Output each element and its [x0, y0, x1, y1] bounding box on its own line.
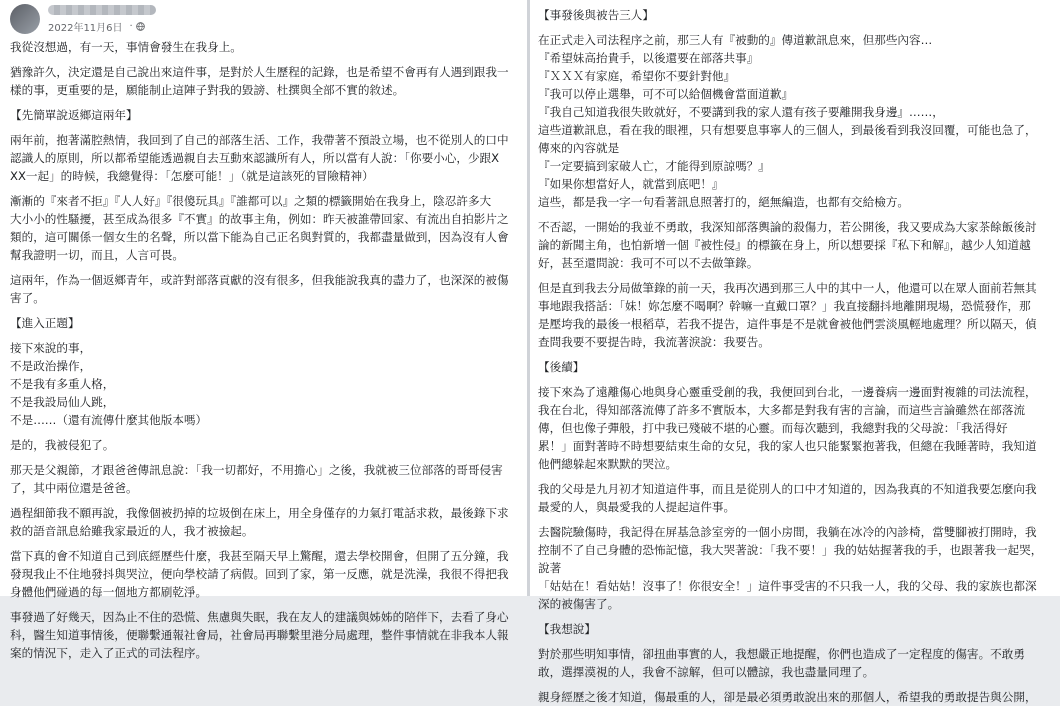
post-paragraph: 這兩年，作為一個返鄉青年，或許對部落貢獻的沒有很多，但我能說我真的盡力了，也深深的被傷 害了。: [10, 273, 509, 305]
author-name-blurred[interactable]: [48, 5, 156, 15]
separator-dot: ·: [129, 20, 133, 32]
section-heading: 【先簡單說返鄉這兩年】: [10, 108, 138, 122]
avatar[interactable]: [10, 4, 40, 34]
section-heading: 【事發後與被告三人】: [538, 8, 654, 22]
post-paragraph: 我從沒想過，有一天，事情會發生在我身上。: [10, 40, 242, 54]
post-paragraph: 過程細節我不願再說，我像個被扔掉的垃圾倒在床上，用全身僅存的力氣打電話求救，最後錄下求 救的語音訊息給雖我家最近的人，我才被撿起。: [10, 506, 509, 538]
post-meta-row: [48, 19, 156, 34]
post-body-right: [538, 6, 1052, 706]
post-paragraph: 是的，我被侵犯了。: [10, 438, 115, 452]
section-heading: 【進入正題】: [10, 316, 80, 330]
post-paragraph: 兩年前，抱著滿腔熱情，我回到了自己的部落生活、工作，我帶著不預設立場，也不從別人的口中 認識人的原則，所以都希望能透過親自去互動來認識所有人，所以當有人說：「你要小心，少跟X XX一起」的時候，我總覺得：「怎麼可能！」（就是這該死的冒險精神）: [10, 133, 509, 183]
post-paragraph: 接下來說的事， 不是政治操作， 不是我有多重人格， 不是我設局仙人跳， 不是……（還有流傳什麼其他版本嗎）: [10, 341, 208, 427]
post-paragraph: 漸漸的『來者不拒』『人人好』『很傻玩具』『誰都可以』之類的標籤開始在我身上，陰忍許多大 大小小的性騷擾，甚至成為很多『不實』的故事主角，例如：昨天被誰帶回家、有流出自拍影片之 類的，這可關係一個女生的名聲，所以當下能為自己正名與對質的，我都盡量做到，因為沒有人會 幫我證明一切，而且，人言可畏。: [10, 194, 509, 262]
post-paragraph: 接下來為了遠離傷心地與身心靈重受創的我，我便回到台北，一邊養病一邊面對複雜的司法流程， 我在台北，得知部落流傳了許多不實版本，大多都是對我有害的言論，而這些言論雖然在部落流 傳，但也像子彈般，打中我已殘破不堪的心靈。而每次聽到，我總對我的父母說：「我活得好 累！」面對著時不時想要結束生命的女兒，我的家人也只能緊緊抱著我，但總在我睡著時，我知道 他們總躲起來默默的哭泣。: [538, 385, 1037, 471]
post-paragraph: 在正式走入司法程序之前，那三人有『被動的』傳道歉訊息來，但那些內容… 『希望妹高抬貴手，以後還要在部落共事』 『ＸＸＸ有家庭，希望你不要針對他』 『我可以停止選舉，可不可以給個機會當面道歉』 『我自己知道我很失敗就好，不要講到我的家人還有孩子要離開我身邊』……， 這些道歉訊息，看在我的眼裡，只有想要息事寧人的三個人，到最後看到我沒回覆，可能也急了， 傳來的內容就是 『一定要搞到家破人亡，才能得到原諒嗎？』 『如果你想當好人，就當到底吧！』 這些，都是我一字一句看著訊息照著打的，絕無編造，也都有交給檢方。: [538, 33, 1037, 209]
post-paragraph: 猶豫許久，決定還是自己說出來這件事，是對於人生歷程的記錄，也是希望不會再有人遇到跟我一 樣的事，更重要的是，願能制止這陣子對我的毀謗、杜撰與全部不實的敘述。: [10, 65, 509, 97]
globe-icon: [136, 22, 145, 31]
section-heading: 【後續】: [538, 360, 585, 374]
post-paragraph: 事發過了好幾天，因為止不住的恐慌、焦慮與失眠，我在友人的建議與姊姊的陪伴下，去看了身心 科，醫生知道事情後，便聯繫通報社會局，社會局再聯繫里港分局處理，整件事情就在非我本人報 案的情況下，走入了正式的司法程序。: [10, 610, 509, 660]
post-body-left: [10, 38, 519, 662]
post-paragraph: 親身經歷之後才知道，傷最重的人，卻是最必須勇敢說出來的那個人，希望我的勇敢提告與公開，: [538, 690, 1037, 704]
post-panel-right: [530, 0, 1060, 704]
section-heading: 【我想說】: [538, 622, 596, 636]
post-paragraph: 那天是父親節，才跟爸爸傳訊息說：「我一切都好，不用擔心」之後，我就被三位部落的哥哥侵害 了，其中兩位還是爸爸。: [10, 463, 503, 495]
post-paragraph: 不否認，一開始的我並不勇敢，我深知部落輿論的殺傷力，若公開後，我又要成為大家茶餘飯後討 論的新聞主角，也怕新增一個『被性侵』的標籤在身上，所以想要採『私下和解』，越少人知道越 好，甚至還問說：我可不可以不去做筆錄。: [538, 220, 1037, 270]
post-date[interactable]: 2022年11月6日: [48, 22, 123, 34]
post-panel-left: [0, 0, 527, 660]
post-meta: [48, 5, 156, 34]
post-paragraph: 當下真的會不知道自己到底經歷些什麼，我甚至隔天早上驚醒，還去學校開會，但開了五分鐘，我 發現我止不住地發抖與哭泣，便向學校請了病假。回到了家，第一反應，就是洗澡，我很不得把我 身體他們碰過的每一個地方都刷乾淨。: [10, 549, 509, 599]
post-paragraph: 我的父母是九月初才知道這件事，而且是從別人的口中才知道的，因為我真的不知道我要怎麼向我 最愛的人，與最愛我的人提起這件事。: [538, 482, 1037, 514]
post-paragraph: 去醫院驗傷時，我記得在屏基急診室旁的一個小房間，我躺在冰冷的內診椅，當雙腳被打開時，我 控制不了自己身體的恐怖記憶，我大哭著說：「我不要！」我的姑姑握著我的手，也跟著我一起哭，說著 「姑姑在！看姑姑！沒事了！你很安全！」這件事受害的不只我一人，我的父母、我的家族也都深 深的被傷害了。: [538, 525, 1043, 611]
post-paragraph: 但是直到我去分局做筆錄的前一天，我再次遇到那三人中的其中一人，他還可以在眾人面前若無其 事地跟我搭話：「妹！妳怎麼不喝啊？幹嘛一直戴口罩？」我直接翻抖地離開現場，恐慌發作，那 是壓垮我的最後一根稻草，若我不提告，這件事是不是就會被他們雲淡風輕地處理？所以隔天，偵 查問我要不要提告時，我流著淚說：我要告。: [538, 281, 1037, 349]
post-paragraph: 對於那些明知事情，卻扭曲事實的人，我想嚴正地提醒，你們也造成了一定程度的傷害。不敢勇 敢，選擇漠視的人，我會不諒解，但可以體諒，我也盡量同理了。: [538, 647, 1025, 679]
post-header: [10, 0, 519, 38]
